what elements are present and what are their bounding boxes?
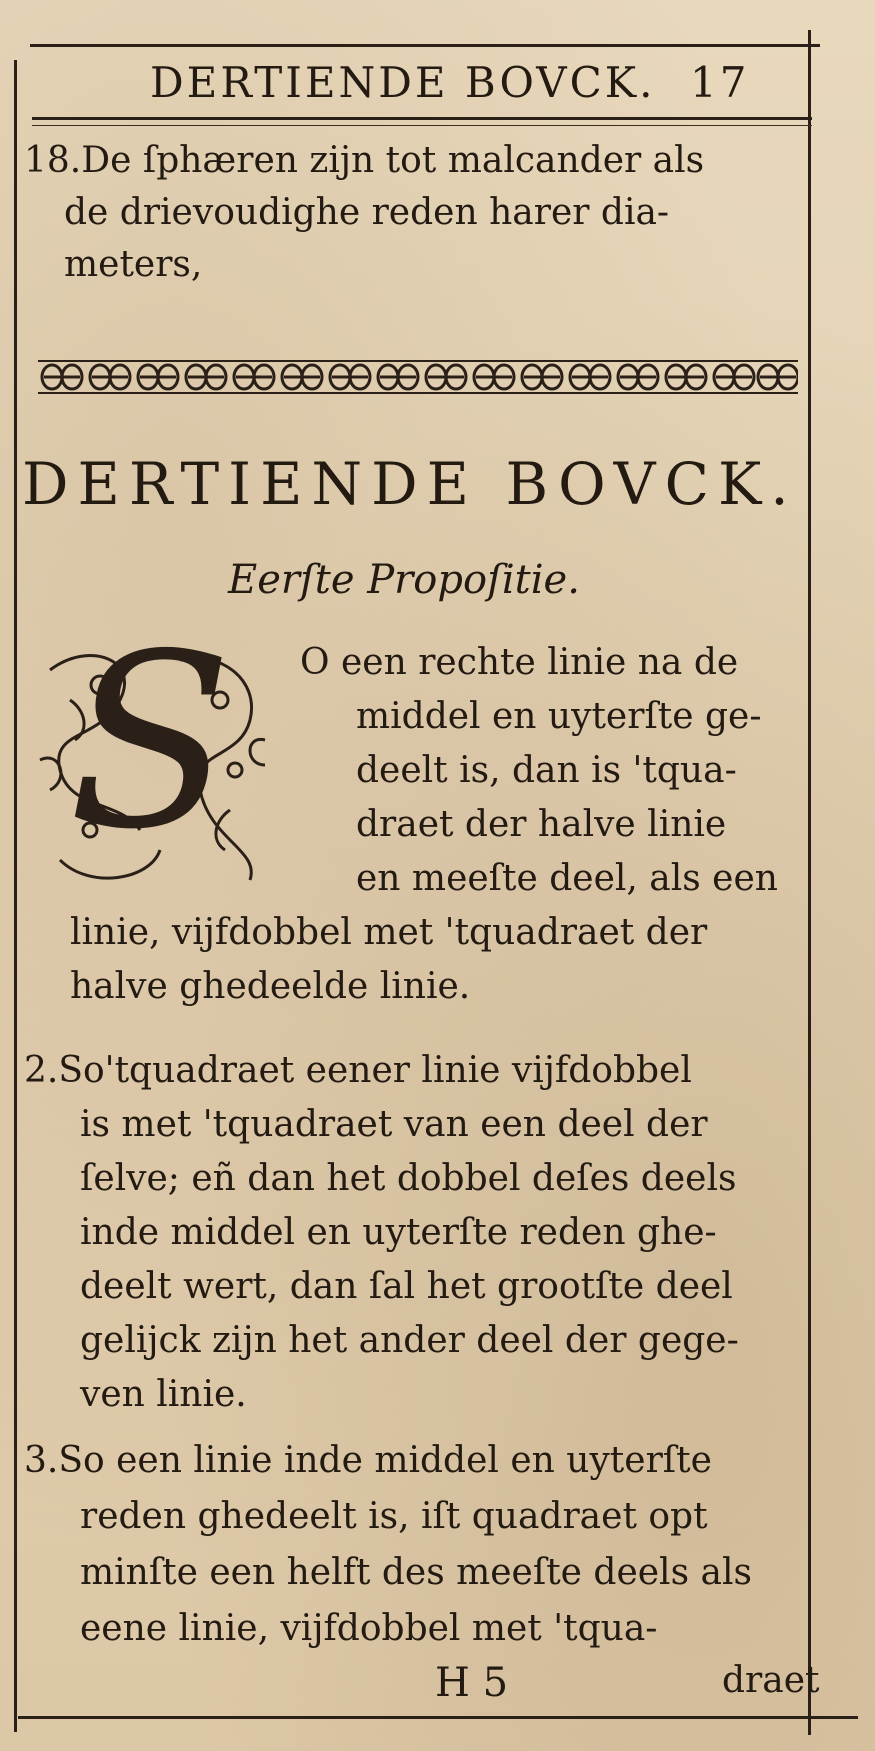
prop1-line-7: halve ghedeelde linie. xyxy=(70,966,471,1007)
prop1-line-5: en meeſte deel, als een xyxy=(356,858,778,899)
proposition-title: Eerſte Propoſitie. xyxy=(228,557,580,603)
prop2-line-4: inde middel en uyterſte reden ghe- xyxy=(80,1212,717,1253)
catchword: draet xyxy=(722,1660,820,1701)
prop1-line-4: draet der halve linie xyxy=(356,804,727,845)
frame-left-rule xyxy=(14,60,17,1732)
prop3-line-2: reden ghedeelt is, iſt quadraet opt xyxy=(80,1496,708,1537)
prop2-line-5: deelt wert, dan ſal het grootſte deel xyxy=(80,1266,733,1307)
prop2-line-6: gelijck zijn het ander deel der gege- xyxy=(80,1320,739,1361)
signature-mark: H 5 xyxy=(435,1660,509,1706)
prop1-line-3: deelt is, dan is 'tqua- xyxy=(356,750,737,791)
prop1-line-2: middel en uyterſte ge- xyxy=(356,696,762,737)
header-rule xyxy=(32,117,812,120)
frame-right-rule xyxy=(808,30,811,1735)
frame-top-rule xyxy=(30,44,820,47)
page-number: 17 xyxy=(690,58,750,107)
chapter-title: DERTIENDE BOVCK. xyxy=(22,450,798,518)
ornamental-band xyxy=(38,355,798,399)
initial-letter: S xyxy=(68,602,233,882)
prop2-line-1: 2.So'tquadraet eener linie vijfdobbel xyxy=(24,1050,692,1091)
frame-bottom-rule xyxy=(18,1716,858,1719)
running-title: DERTIENDE BOVCK. xyxy=(150,58,656,107)
running-header xyxy=(150,58,790,110)
prev-line-1: 18.De ſphæren zijn tot malcander als xyxy=(24,140,705,181)
prop1-line-6: linie, vijfdobbel met 'tquadraet der xyxy=(70,912,708,953)
prev-line-3: meters, xyxy=(64,244,203,285)
prev-line-2: de drievoudighe reden harer dia- xyxy=(64,192,670,233)
prop2-line-2: is met 'tquadraet van een deel der xyxy=(80,1104,708,1145)
prop2-line-7: ven linie. xyxy=(80,1374,247,1415)
prop3-line-3: minſte een helft des meeſte deels als xyxy=(80,1552,752,1593)
prop3-line-4: eene linie, vijfdobbel met 'tqua- xyxy=(80,1608,658,1649)
header-rule-thin xyxy=(32,125,812,126)
prop3-line-1: 3.So een linie inde middel en uyterſte xyxy=(24,1440,712,1481)
prop1-line-1: O een rechte linie na de xyxy=(300,642,739,683)
prop2-line-3: ſelve; eñ dan het dobbel deſes deels xyxy=(80,1158,737,1199)
